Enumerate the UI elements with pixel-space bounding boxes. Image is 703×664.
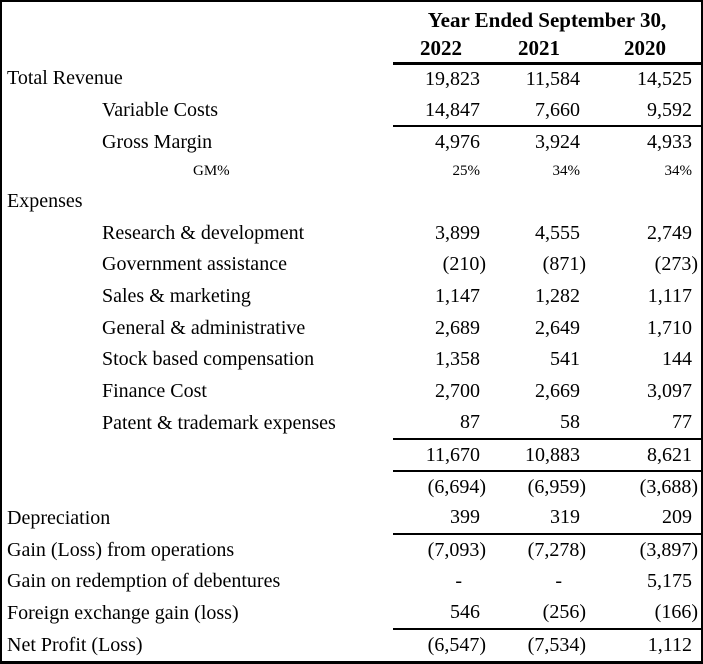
table-row bbox=[2, 186, 701, 218]
cell-value: 14,847 bbox=[393, 95, 489, 127]
table-row bbox=[2, 407, 701, 439]
cell-value bbox=[393, 186, 489, 218]
cell-value: 1,710 bbox=[647, 316, 692, 339]
table-title: Year Ended September 30, bbox=[427, 8, 667, 32]
cell-value: 87 bbox=[393, 407, 489, 439]
row-label: Sales & marketing bbox=[102, 285, 251, 308]
table-row bbox=[2, 598, 701, 630]
cell-value: 1,358 bbox=[435, 348, 480, 371]
cell-value: (273) bbox=[654, 253, 698, 276]
cell-value: 319 bbox=[489, 503, 589, 535]
cell-value: 19,823 bbox=[425, 68, 480, 91]
cell-value: (6,547) bbox=[427, 634, 486, 657]
cell-value bbox=[589, 186, 701, 218]
row-label: Variable Costs bbox=[102, 99, 219, 122]
table-body bbox=[2, 63, 701, 661]
row-label: Gain (Loss) from operations bbox=[7, 538, 235, 561]
cell-value: 7,660 bbox=[489, 95, 589, 127]
cell-value: 541 bbox=[550, 348, 580, 371]
row-label: GM% bbox=[193, 163, 230, 180]
row-label: Gain on redemption of debentures bbox=[7, 570, 281, 593]
cell-value: 2,700 bbox=[435, 380, 480, 403]
cell-value: 2,669 bbox=[535, 380, 580, 403]
year-column-header-2021: 2021 bbox=[489, 35, 589, 63]
cell-value: 1,282 bbox=[535, 285, 580, 308]
cell-value: (166) bbox=[589, 598, 701, 630]
cell-value: 2,749 bbox=[647, 221, 692, 244]
cell-value: 3,899 bbox=[435, 221, 480, 244]
table-row bbox=[2, 249, 701, 281]
row-label: Foreign exchange gain (loss) bbox=[7, 601, 239, 624]
year-column-header-2022: 2022 bbox=[393, 35, 489, 63]
cell-value: (3,897) bbox=[639, 539, 698, 562]
table-row bbox=[2, 312, 701, 344]
table-row bbox=[2, 629, 701, 661]
cell-value: (7,278) bbox=[527, 539, 586, 562]
row-label: Finance Cost bbox=[102, 380, 207, 403]
cell-value: 4,933 bbox=[647, 131, 692, 154]
table-row bbox=[2, 439, 701, 471]
year-column-header-2020: 2020 bbox=[589, 35, 701, 63]
cell-value: (7,093) bbox=[427, 539, 486, 562]
row-label: Patent & trademark expenses bbox=[102, 411, 336, 434]
cell-value: 1,147 bbox=[435, 285, 480, 308]
cell-value: 9,592 bbox=[589, 95, 701, 127]
table-row bbox=[2, 503, 701, 535]
cell-value: 8,621 bbox=[589, 439, 701, 471]
cell-value: 2,689 bbox=[435, 316, 480, 339]
row-label bbox=[2, 439, 393, 471]
cell-value: 58 bbox=[489, 407, 589, 439]
table-row bbox=[2, 63, 701, 95]
table-header bbox=[2, 2, 701, 63]
cell-value: 11,670 bbox=[393, 439, 489, 471]
table-row bbox=[2, 376, 701, 408]
cell-value: (210) bbox=[442, 253, 486, 276]
row-label: Stock based compensation bbox=[102, 348, 315, 371]
table-row bbox=[2, 95, 701, 127]
cell-value: (3,688) bbox=[639, 475, 698, 498]
cell-value: 77 bbox=[589, 407, 701, 439]
cell-value: (871) bbox=[542, 253, 586, 276]
cell-value: 25% bbox=[452, 163, 480, 180]
cell-value: 14,525 bbox=[637, 68, 692, 91]
cell-value: 34% bbox=[552, 163, 580, 180]
cell-value: (6,959) bbox=[527, 475, 586, 498]
table-row bbox=[2, 158, 701, 186]
table-row bbox=[2, 126, 701, 158]
cell-value: 5,175 bbox=[647, 570, 692, 593]
cell-value: 144 bbox=[662, 348, 692, 371]
row-label: Net Profit (Loss) bbox=[7, 633, 143, 656]
cell-value: (6,694) bbox=[427, 475, 486, 498]
cell-value: (7,534) bbox=[527, 634, 586, 657]
cell-value bbox=[489, 186, 589, 218]
cell-value: 546 bbox=[393, 598, 489, 630]
cell-value: 3,097 bbox=[647, 380, 692, 403]
row-label: General & administrative bbox=[102, 316, 306, 339]
row-label: Research & development bbox=[102, 221, 305, 244]
header-spacer bbox=[2, 35, 393, 63]
cell-value: 209 bbox=[589, 503, 701, 535]
row-label bbox=[2, 471, 393, 503]
row-label: Total Revenue bbox=[7, 67, 123, 90]
cell-value: 2,649 bbox=[535, 316, 580, 339]
cell-value: 3,924 bbox=[535, 131, 580, 154]
table-row bbox=[2, 471, 701, 503]
cell-value: 10,883 bbox=[489, 439, 589, 471]
table-row bbox=[2, 566, 701, 598]
cell-value: 399 bbox=[393, 503, 489, 535]
header-title-row bbox=[2, 2, 701, 35]
cell-value: 1,112 bbox=[647, 634, 692, 657]
table-row bbox=[2, 281, 701, 313]
row-label: Gross Margin bbox=[102, 130, 213, 153]
cell-value: (256) bbox=[489, 598, 589, 630]
row-label: Government assistance bbox=[102, 253, 287, 276]
income-statement-table bbox=[2, 2, 701, 661]
cell-value: 34% bbox=[664, 163, 692, 180]
header-years-row bbox=[2, 35, 701, 63]
table-row bbox=[2, 534, 701, 566]
cell-value: 4,555 bbox=[535, 221, 580, 244]
cell-value: - bbox=[555, 570, 562, 593]
header-spacer bbox=[2, 2, 393, 35]
cell-value: - bbox=[455, 570, 462, 593]
table-row bbox=[2, 344, 701, 376]
table-row bbox=[2, 217, 701, 249]
cell-value: 4,976 bbox=[435, 131, 480, 154]
row-label: Depreciation bbox=[7, 506, 111, 529]
cell-value: 1,117 bbox=[647, 285, 692, 308]
row-label: Expenses bbox=[7, 190, 83, 212]
cell-value: 11,584 bbox=[525, 68, 580, 91]
